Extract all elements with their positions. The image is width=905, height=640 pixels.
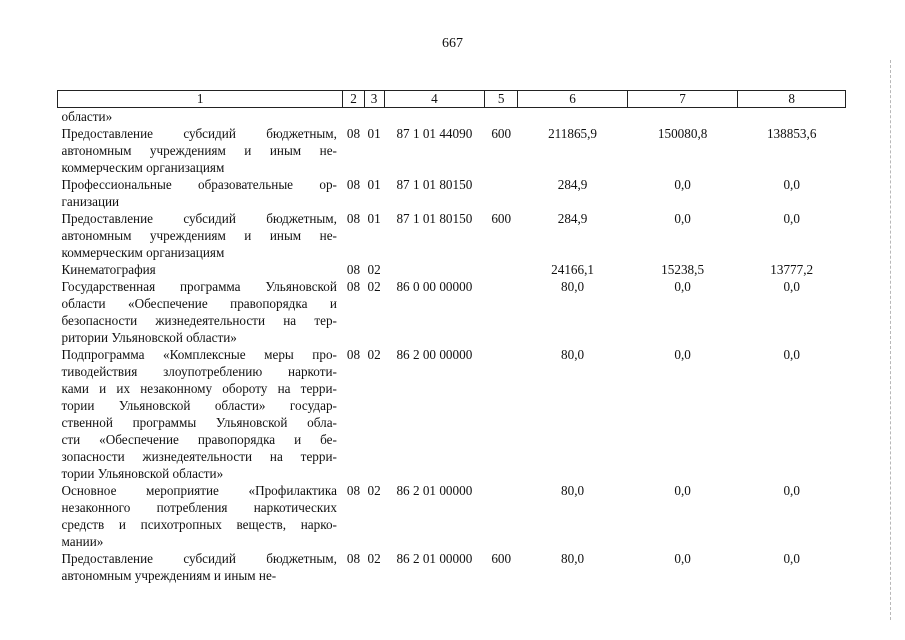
item-name-line: области «Обеспечение правопорядка и [61,296,337,311]
expense-type-cell [485,176,518,210]
section-code-cell: 08 [346,211,361,226]
expense-type-cell: 600 [491,211,512,226]
item-name-line: автономным учреждениям и иным не- [61,568,277,583]
subsection-code-cell: 01 [367,126,381,141]
item-name-cell [58,125,343,176]
item-name-line: мании» [61,534,104,549]
item-name-line: тиводействия злоупотреблению наркоти- [61,364,337,379]
expense-type-cell [485,108,518,126]
expense-type-cell [485,261,518,278]
section-code-cell: 08 [346,279,361,294]
amount-col8-cell: 0,0 [783,347,800,362]
amount-col8-cell: 0,0 [783,279,800,294]
item-name-line: Предоставление субсидий бюджетным, [61,211,337,226]
amount-col8-cell [738,108,846,126]
item-name-line: зопасности жизнедеятельности на терри- [61,449,337,464]
margin-rule [890,60,892,620]
table-row [58,176,846,210]
item-name-line: ками и их незаконному обороту на терри- [61,381,337,396]
amount-col8-cell: 0,0 [783,177,800,192]
subsection-code-cell: 02 [367,483,381,498]
table-row [58,210,846,261]
amount-col7-cell: 0,0 [674,177,691,192]
item-name-line: незаконного потребления наркотических [61,500,337,515]
amount-col7-cell: 0,0 [674,279,691,294]
header-row [58,91,846,108]
item-name-cell [58,346,343,482]
item-name-line: Предоставление субсидий бюджетным, [61,551,337,566]
item-name-cell [58,210,343,261]
target-article-cell: 86 2 01 00000 [396,483,473,498]
page-number: 667 [442,36,463,51]
item-name-line: автономным учреждениям и иным не- [61,228,337,243]
table-row [58,346,846,482]
section-code-cell: 08 [346,262,361,277]
expense-type-cell: 600 [491,551,512,566]
item-name-line: коммерческим организациям [61,160,225,175]
section-code-cell: 08 [346,126,361,141]
item-name-line: ритории Ульяновской области» [61,330,237,345]
item-name-line: коммерческим организациям [61,245,225,260]
section-code-cell: 08 [346,551,361,566]
item-name-line: Основное мероприятие «Профилактика [61,483,337,498]
section-code-cell: 08 [346,483,361,498]
amount-col6-cell: 24166,1 [551,262,594,277]
item-name-line: автономным учреждениям и иным не- [61,143,337,158]
header-cell: 2 [343,91,364,108]
target-article-cell [384,261,485,278]
target-article-cell: 87 1 01 80150 [396,211,473,226]
item-name-cell [58,278,343,346]
target-article-cell: 86 2 00 00000 [396,347,473,362]
item-name-line: сти «Обеспечение правопорядка и бе- [61,432,337,447]
target-article-cell: 87 1 01 44090 [396,126,473,141]
amount-col8-cell: 0,0 [783,551,800,566]
expense-type-cell [485,278,518,346]
item-name-line: тории Ульяновской области» государ- [61,398,337,413]
target-article-cell: 86 2 01 00000 [396,551,473,566]
table-row [58,278,846,346]
amount-col7-cell: 0,0 [674,551,691,566]
item-name-line: безопасности жизнедеятельности на тер- [61,313,337,328]
budget-table [57,90,846,584]
item-name-cell [58,550,343,584]
amount-col7-cell: 0,0 [674,483,691,498]
subsection-code-cell: 01 [367,211,381,226]
item-name-line: Государственная программа Ульяновской [61,279,337,294]
item-name-cell [58,261,343,278]
amount-col7-cell: 15238,5 [661,262,705,277]
subsection-code-cell [364,108,384,126]
item-name-cell [58,108,343,126]
table-row [58,108,846,126]
subsection-code-cell: 02 [367,347,381,362]
amount-col6-cell: 80,0 [561,279,585,294]
target-article-cell: 86 0 00 00000 [396,279,473,294]
section-code-cell: 08 [346,347,361,362]
target-article-cell: 87 1 01 80150 [396,177,473,192]
amount-col8-cell: 0,0 [783,211,800,226]
amount-col7-cell: 0,0 [674,347,691,362]
header-cell: 4 [384,91,485,108]
item-name-cell [58,176,343,210]
amount-col7-cell: 150080,8 [657,126,708,141]
amount-col7-cell [627,108,738,126]
header-cell: 1 [58,91,343,108]
item-name-line: средств и психотропных веществ, нарко- [61,517,337,532]
amount-col8-cell: 0,0 [783,483,800,498]
section-code-cell [343,108,364,126]
expense-type-cell [485,482,518,550]
item-name-line: тории Ульяновской области» [61,466,224,481]
item-name-line: области» [61,109,113,124]
amount-col8-cell: 13777,2 [770,262,814,277]
amount-col6-cell: 211865,9 [548,126,598,141]
item-name-line: Профессиональные образовательные ор- [61,177,337,192]
header-cell: 5 [485,91,518,108]
header-cell: 3 [364,91,384,108]
expense-type-cell: 600 [491,126,512,141]
amount-col6-cell: 80,0 [561,551,585,566]
table-row [58,550,846,584]
item-name-line: Предоставление субсидий бюджетным, [61,126,337,141]
expense-type-cell [485,346,518,482]
amount-col6-cell [518,108,628,126]
amount-col6-cell: 80,0 [561,347,585,362]
amount-col7-cell: 0,0 [674,211,691,226]
section-code-cell: 08 [346,177,361,192]
amount-col8-cell: 138853,6 [766,126,817,141]
item-name-line: ственной программы Ульяновской обла- [61,415,337,430]
amount-col6-cell: 284,9 [557,211,588,226]
item-name-line: ганизации [61,194,120,209]
header-cell: 7 [627,91,738,108]
item-name-cell [58,482,343,550]
table-row [58,125,846,176]
table-body [58,108,846,585]
item-name-line: Подпрограмма «Комплексные меры про- [61,347,337,362]
table-row [58,261,846,278]
item-name-line: Кинематография [61,262,156,277]
subsection-code-cell: 02 [367,551,381,566]
table-row [58,482,846,550]
amount-col6-cell: 284,9 [557,177,588,192]
subsection-code-cell: 02 [367,279,381,294]
header-cell: 8 [738,91,846,108]
target-article-cell [384,108,485,126]
subsection-code-cell: 02 [367,262,381,277]
amount-col6-cell: 80,0 [561,483,585,498]
subsection-code-cell: 01 [367,177,381,192]
header-cell: 6 [518,91,628,108]
